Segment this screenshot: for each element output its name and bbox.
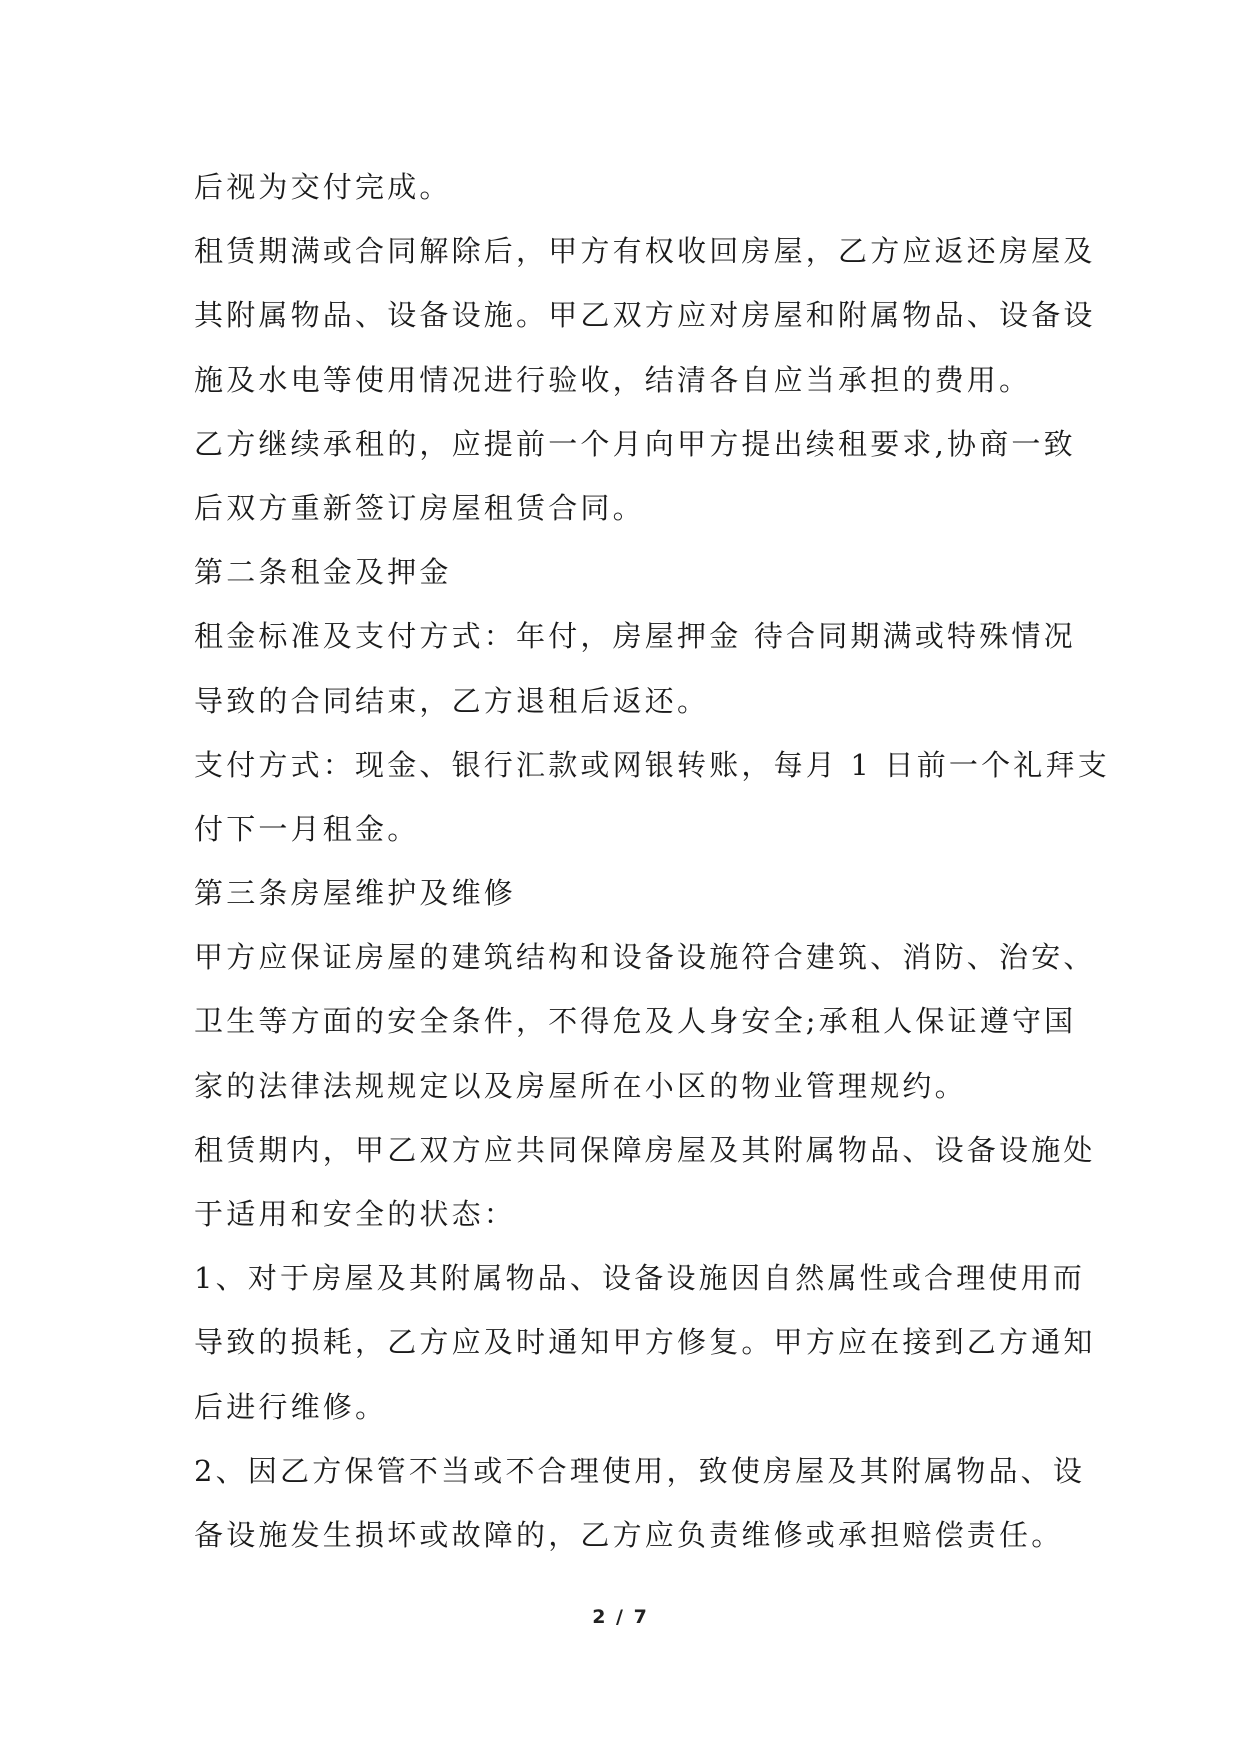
text-line: 付下一月租金。 [194,811,420,846]
text-line: 1、对于房屋及其附属物品、设备设施因自然属性或合理使用而 [194,1261,1086,1296]
text-line: 甲方应保证房屋的建筑结构和设备设施符合建筑、消防、治安、 [194,940,1096,975]
text-line: 后进行维修。 [194,1389,388,1424]
page-number: 2 / 7 [592,1606,649,1628]
text-line: 于适用和安全的状态： [194,1197,517,1231]
section-heading: 第三条房屋维护及维修 [194,876,517,911]
text-line: 导致的合同结束，乙方退租后返还。 [194,683,710,718]
text-line: 导致的损耗，乙方应及时通知甲方修复。甲方应在接到乙方通知 [194,1325,1096,1360]
text-line: 后视为交付完成。 [194,170,452,204]
text-line: 乙方继续承租的，应提前一个月向甲方提出续租要求,协商一致 [194,426,1076,461]
text-line: 卫生等方面的安全条件，不得危及人身安全;承租人保证遵守国 [194,1004,1077,1039]
text-line: 租赁期满或合同解除后，甲方有权收回房屋，乙方应返还房屋及 [194,234,1096,269]
section-heading: 第二条租金及押金 [194,555,452,590]
text-line: 租金标准及支付方式：年付，房屋押金 待合同期满或特殊情况 [194,619,1076,654]
text-line: 其附属物品、设备设施。甲乙双方应对房屋和附属物品、设备设 [194,298,1096,333]
document-body [194,155,1110,1567]
text-line: 施及水电等使用情况进行验收，结清各自应当承担的费用。 [194,362,1032,397]
text-line: 2、因乙方保管不当或不合理使用，致使房屋及其附属物品、设 [194,1453,1086,1488]
text-line: 租赁期内，甲乙双方应共同保障房屋及其附属物品、设备设施处 [194,1132,1096,1167]
text-line: 备设施发生损坏或故障的，乙方应负责维修或承担赔偿责任。 [194,1517,1064,1552]
text-line: 家的法律法规规定以及房屋所在小区的物业管理规约。 [194,1068,967,1103]
text-line: 支付方式：现金、银行汇款或网银转账，每月 1 日前一个礼拜支 [194,747,1110,782]
text-line: 后双方重新签订房屋租赁合同。 [194,490,645,525]
